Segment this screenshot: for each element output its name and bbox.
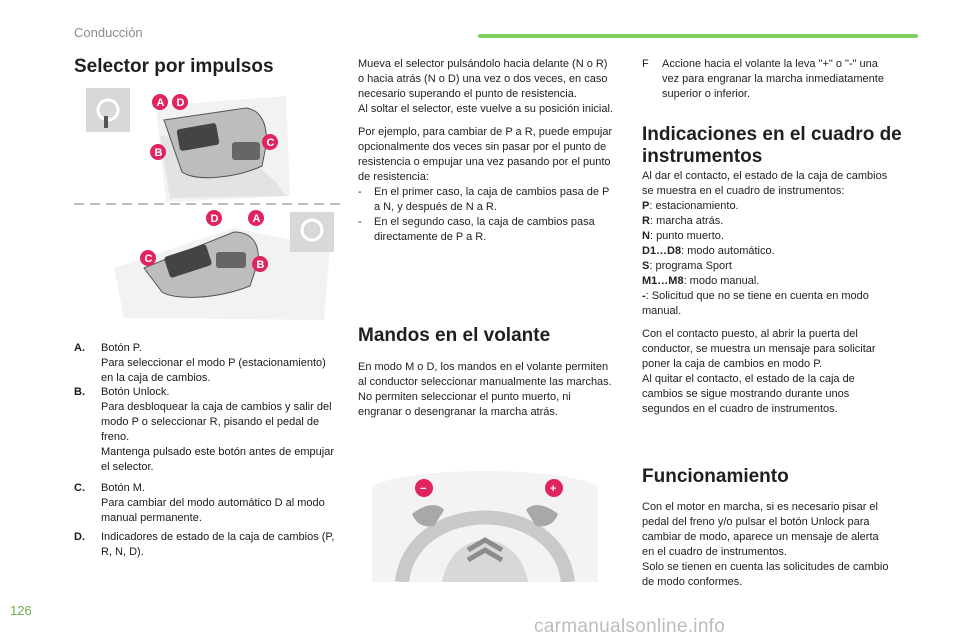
middle-column-intro bbox=[358, 57, 613, 245]
volante-text: En modo M o D, los mandos en el volante permiten al conductor seleccionar manualmente las marchas. No permiten seleccionar el punto muerto, ni engranar o desengranar la marcha atrás. bbox=[358, 361, 612, 418]
page-number: 126 bbox=[10, 603, 32, 618]
svg-text:D: D bbox=[210, 213, 219, 225]
selector-title: Selector por impulsos bbox=[74, 56, 274, 77]
svg-text:B: B bbox=[154, 147, 163, 159]
badge-d bbox=[172, 94, 188, 110]
item-d: D. Indicadores de estado de la caja de cambios (P, R, N, D). bbox=[74, 531, 335, 558]
indicaciones-title: Indicaciones en el cuadro de instrumentos bbox=[642, 124, 902, 167]
dashed-divider bbox=[74, 202, 344, 206]
gear-selector-illustration-bottom bbox=[104, 208, 338, 323]
badge-b bbox=[150, 144, 166, 160]
svg-text:A: A bbox=[252, 213, 261, 225]
funcionamiento-title: Funcionamiento bbox=[642, 466, 789, 487]
svg-text:D: D bbox=[176, 97, 185, 109]
selector-move-text: Mueva el selector pulsándolo hacia delante (N o R) o hacia atrás (N o D) una vez o dos veces, en caso necesario superando el punto de resistencia. bbox=[358, 58, 608, 100]
indicator-row: R: marcha atrás. bbox=[642, 215, 724, 227]
gear-selector-illustration-top bbox=[86, 86, 296, 204]
bullet-1: - En el primer caso, la caja de cambios pasa de P a N, y después de N a R. bbox=[358, 186, 610, 213]
instruction-icon: F bbox=[642, 58, 649, 70]
indicator-row: N: punto muerto. bbox=[642, 230, 724, 242]
example-text: Por ejemplo, para cambiar de P a R, puede empujar opcionalmente dos veces sin pasar por el punto de resistencia o empujar una vez pasando por el punto de resistencia: bbox=[358, 126, 613, 183]
badge-a-2 bbox=[248, 210, 264, 226]
svg-text:C: C bbox=[266, 137, 275, 149]
paddle-instruction: F Accione hacia el volante la leva "+" o "-" una vez para engranar la marcha inmediatamente superior o inferior. bbox=[642, 58, 884, 100]
watermark: carmanualsonline.info bbox=[534, 616, 726, 637]
item-c: C. Botón M. Para cambiar del modo automático D al modo manual permanente. bbox=[74, 482, 325, 524]
indicator-row: S: programa Sport bbox=[642, 260, 732, 272]
steering-wheel-icon-2 bbox=[290, 212, 334, 252]
badge-d-2 bbox=[206, 210, 222, 226]
indicator-row: -: Solicitud que no se tiene en cuenta en modo manual. bbox=[642, 290, 869, 317]
section-label: Conducción bbox=[74, 25, 143, 40]
paddle-plus bbox=[545, 479, 563, 497]
item-a: A. Botón P. Para seleccionar el modo P (estacionamiento) en la caja de cambios. bbox=[74, 342, 326, 384]
svg-text:+: + bbox=[550, 483, 557, 495]
svg-text:C: C bbox=[144, 253, 153, 265]
steering-wheel-illustration bbox=[372, 466, 598, 582]
badge-b-2 bbox=[252, 256, 268, 272]
indicator-row: M1…M8: modo manual. bbox=[642, 275, 760, 287]
selector-release-text: Al soltar el selector, este vuelve a su posición inicial. bbox=[358, 103, 613, 115]
bullet-2: - En el segundo caso, la caja de cambios pasa directamente de P a R. bbox=[358, 216, 595, 243]
header-accent-bar bbox=[478, 34, 918, 38]
svg-text:−: − bbox=[420, 483, 427, 495]
indicaciones-list bbox=[642, 199, 892, 319]
indicator-row: P: estacionamiento. bbox=[642, 200, 739, 212]
svg-text:A: A bbox=[156, 97, 165, 109]
funcionamiento-text: Con el motor en marcha, si es necesario pisar el pedal del freno y/o pulsar el botón Unlock para cambiar de modo, aparece un mensaje de alerta en el cuadro de instrumentos. Solo se tienen en cuenta las solicitudes de cambio de modo conformes. bbox=[642, 501, 889, 588]
indicator-row: D1…D8: modo automático. bbox=[642, 245, 775, 257]
item-b: B. Botón Unlock. Para desbloquear la caja de cambios y salir del modo P o seleccionar R, pisando el pedal de freno. Mantenga pulsado este botón antes de empujar el selector. bbox=[74, 386, 334, 473]
indicaciones-text: Al dar el contacto, el estado de la caja de cambios se muestra en el cuadro de instrumentos: P: estacionamiento. R: marcha atrás. N: punto muerto. D1…D8: modo automático. S: programa Sport M1…M8: modo manual. -: Solicitud que no se tiene en cuenta en modo manual. Con el contacto puesto, al abrir la puerta del conductor, se muestra un mensaje para solicitar poner la caja de cambios en modo P. Al quitar el contacto, el estado de la caja de cambios se sigue mostrando durante unos segundos en el cuadro de instrumentos. bbox=[642, 169, 892, 417]
volante-title: Mandos en el volante bbox=[358, 325, 551, 346]
badge-a bbox=[152, 94, 168, 110]
badge-c bbox=[262, 134, 278, 150]
svg-text:B: B bbox=[256, 259, 265, 271]
paddle-minus bbox=[415, 479, 433, 497]
badge-c-2 bbox=[140, 250, 156, 266]
